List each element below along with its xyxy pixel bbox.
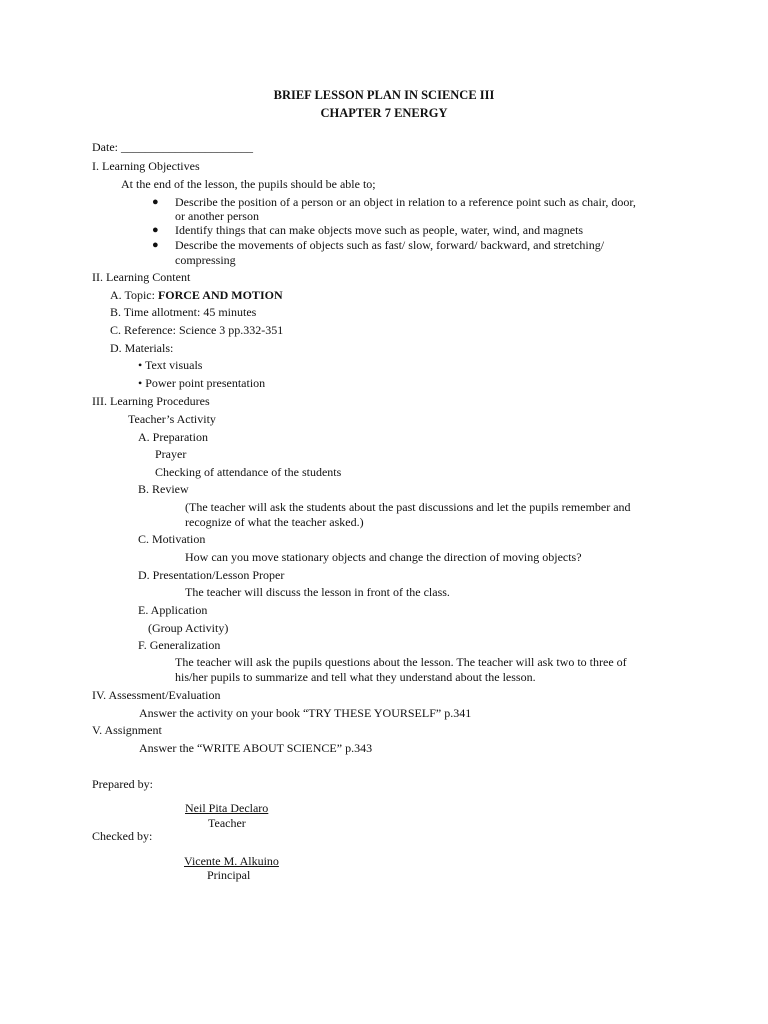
assessment-heading: IV. Assessment/Evaluation xyxy=(92,688,221,702)
objectives-intro: At the end of the lesson, the pupils should be able to; xyxy=(121,177,376,191)
date-field xyxy=(92,140,253,155)
application-text: (Group Activity) xyxy=(148,621,229,635)
topic-line xyxy=(110,288,283,303)
checked-by-label: Checked by: xyxy=(92,829,153,843)
review-text-line-2: recognize of what the teacher asked.) xyxy=(185,515,364,529)
review-text-line-1: (The teacher will ask the students about the past discussions and let the pupils remember and xyxy=(185,500,631,514)
procedures-heading: III. Learning Procedures xyxy=(92,394,210,408)
preparation-heading: A. Preparation xyxy=(138,430,208,444)
topic-label: A. Topic: xyxy=(110,288,155,302)
time-allotment: B. Time allotment: 45 minutes xyxy=(110,305,257,319)
bullet-icon: ● xyxy=(152,196,159,208)
material-item: • Power point presentation xyxy=(138,376,266,390)
checker-name: Vicente M. Alkuino xyxy=(184,854,279,868)
objective-3-line-1: Describe the movements of objects such as fast/ slow, forward/ backward, and stretching/ xyxy=(175,238,605,252)
date-label: Date: xyxy=(92,140,118,154)
materials-label: D. Materials: xyxy=(110,341,174,355)
objective-2: Identify things that can make objects move such as people, water, wind, and magnets xyxy=(175,223,584,237)
objectives-heading: I. Learning Objectives xyxy=(92,159,200,173)
reference: C. Reference: Science 3 pp.332-351 xyxy=(110,323,284,337)
preparation-attendance: Checking of attendance of the students xyxy=(155,465,342,479)
content-heading: II. Learning Content xyxy=(92,270,191,284)
teacher-activity-label: Teacher’s Activity xyxy=(128,412,216,426)
assignment-heading: V. Assignment xyxy=(92,723,162,737)
document-title: BRIEF LESSON PLAN IN SCIENCE III xyxy=(273,88,495,102)
preparer-name: Neil Pita Declaro xyxy=(185,801,269,815)
generalization-heading: F. Generalization xyxy=(138,638,221,652)
material-item: • Text visuals xyxy=(138,358,203,372)
bullet-icon: ● xyxy=(152,224,159,236)
motivation-text: How can you move stationary objects and change the direction of moving objects? xyxy=(185,550,582,564)
assignment-text: Answer the “WRITE ABOUT SCIENCE” p.343 xyxy=(139,741,373,755)
objective-1-line-2: or another person xyxy=(175,209,259,223)
objective-3-line-2: compressing xyxy=(175,253,236,267)
review-heading: B. Review xyxy=(138,482,189,496)
preparer-role: Teacher xyxy=(208,816,246,830)
generalization-text-line-2: his/her pupils to summarize and tell what they understand about the lesson. xyxy=(175,670,536,684)
application-heading: E. Application xyxy=(138,603,208,617)
motivation-heading: C. Motivation xyxy=(138,532,206,546)
checker-role: Principal xyxy=(207,868,251,882)
topic-value: FORCE AND MOTION xyxy=(157,288,283,302)
presentation-heading: D. Presentation/Lesson Proper xyxy=(138,568,285,582)
generalization-text-line-1: The teacher will ask the pupils questions about the lesson. The teacher will ask two to three of xyxy=(175,655,627,669)
prepared-by-label: Prepared by: xyxy=(92,777,153,791)
objective-1-line-1: Describe the position of a person or an object in relation to a reference point such as chair, door, xyxy=(175,195,636,209)
preparation-prayer: Prayer xyxy=(155,447,187,461)
document-subtitle: CHAPTER 7 ENERGY xyxy=(320,106,448,120)
date-blank-line: ______________________ xyxy=(121,140,253,154)
assessment-text: Answer the activity on your book “TRY THESE YOURSELF” p.341 xyxy=(139,706,472,720)
presentation-text: The teacher will discuss the lesson in front of the class. xyxy=(185,585,450,599)
bullet-icon: ● xyxy=(152,239,159,251)
